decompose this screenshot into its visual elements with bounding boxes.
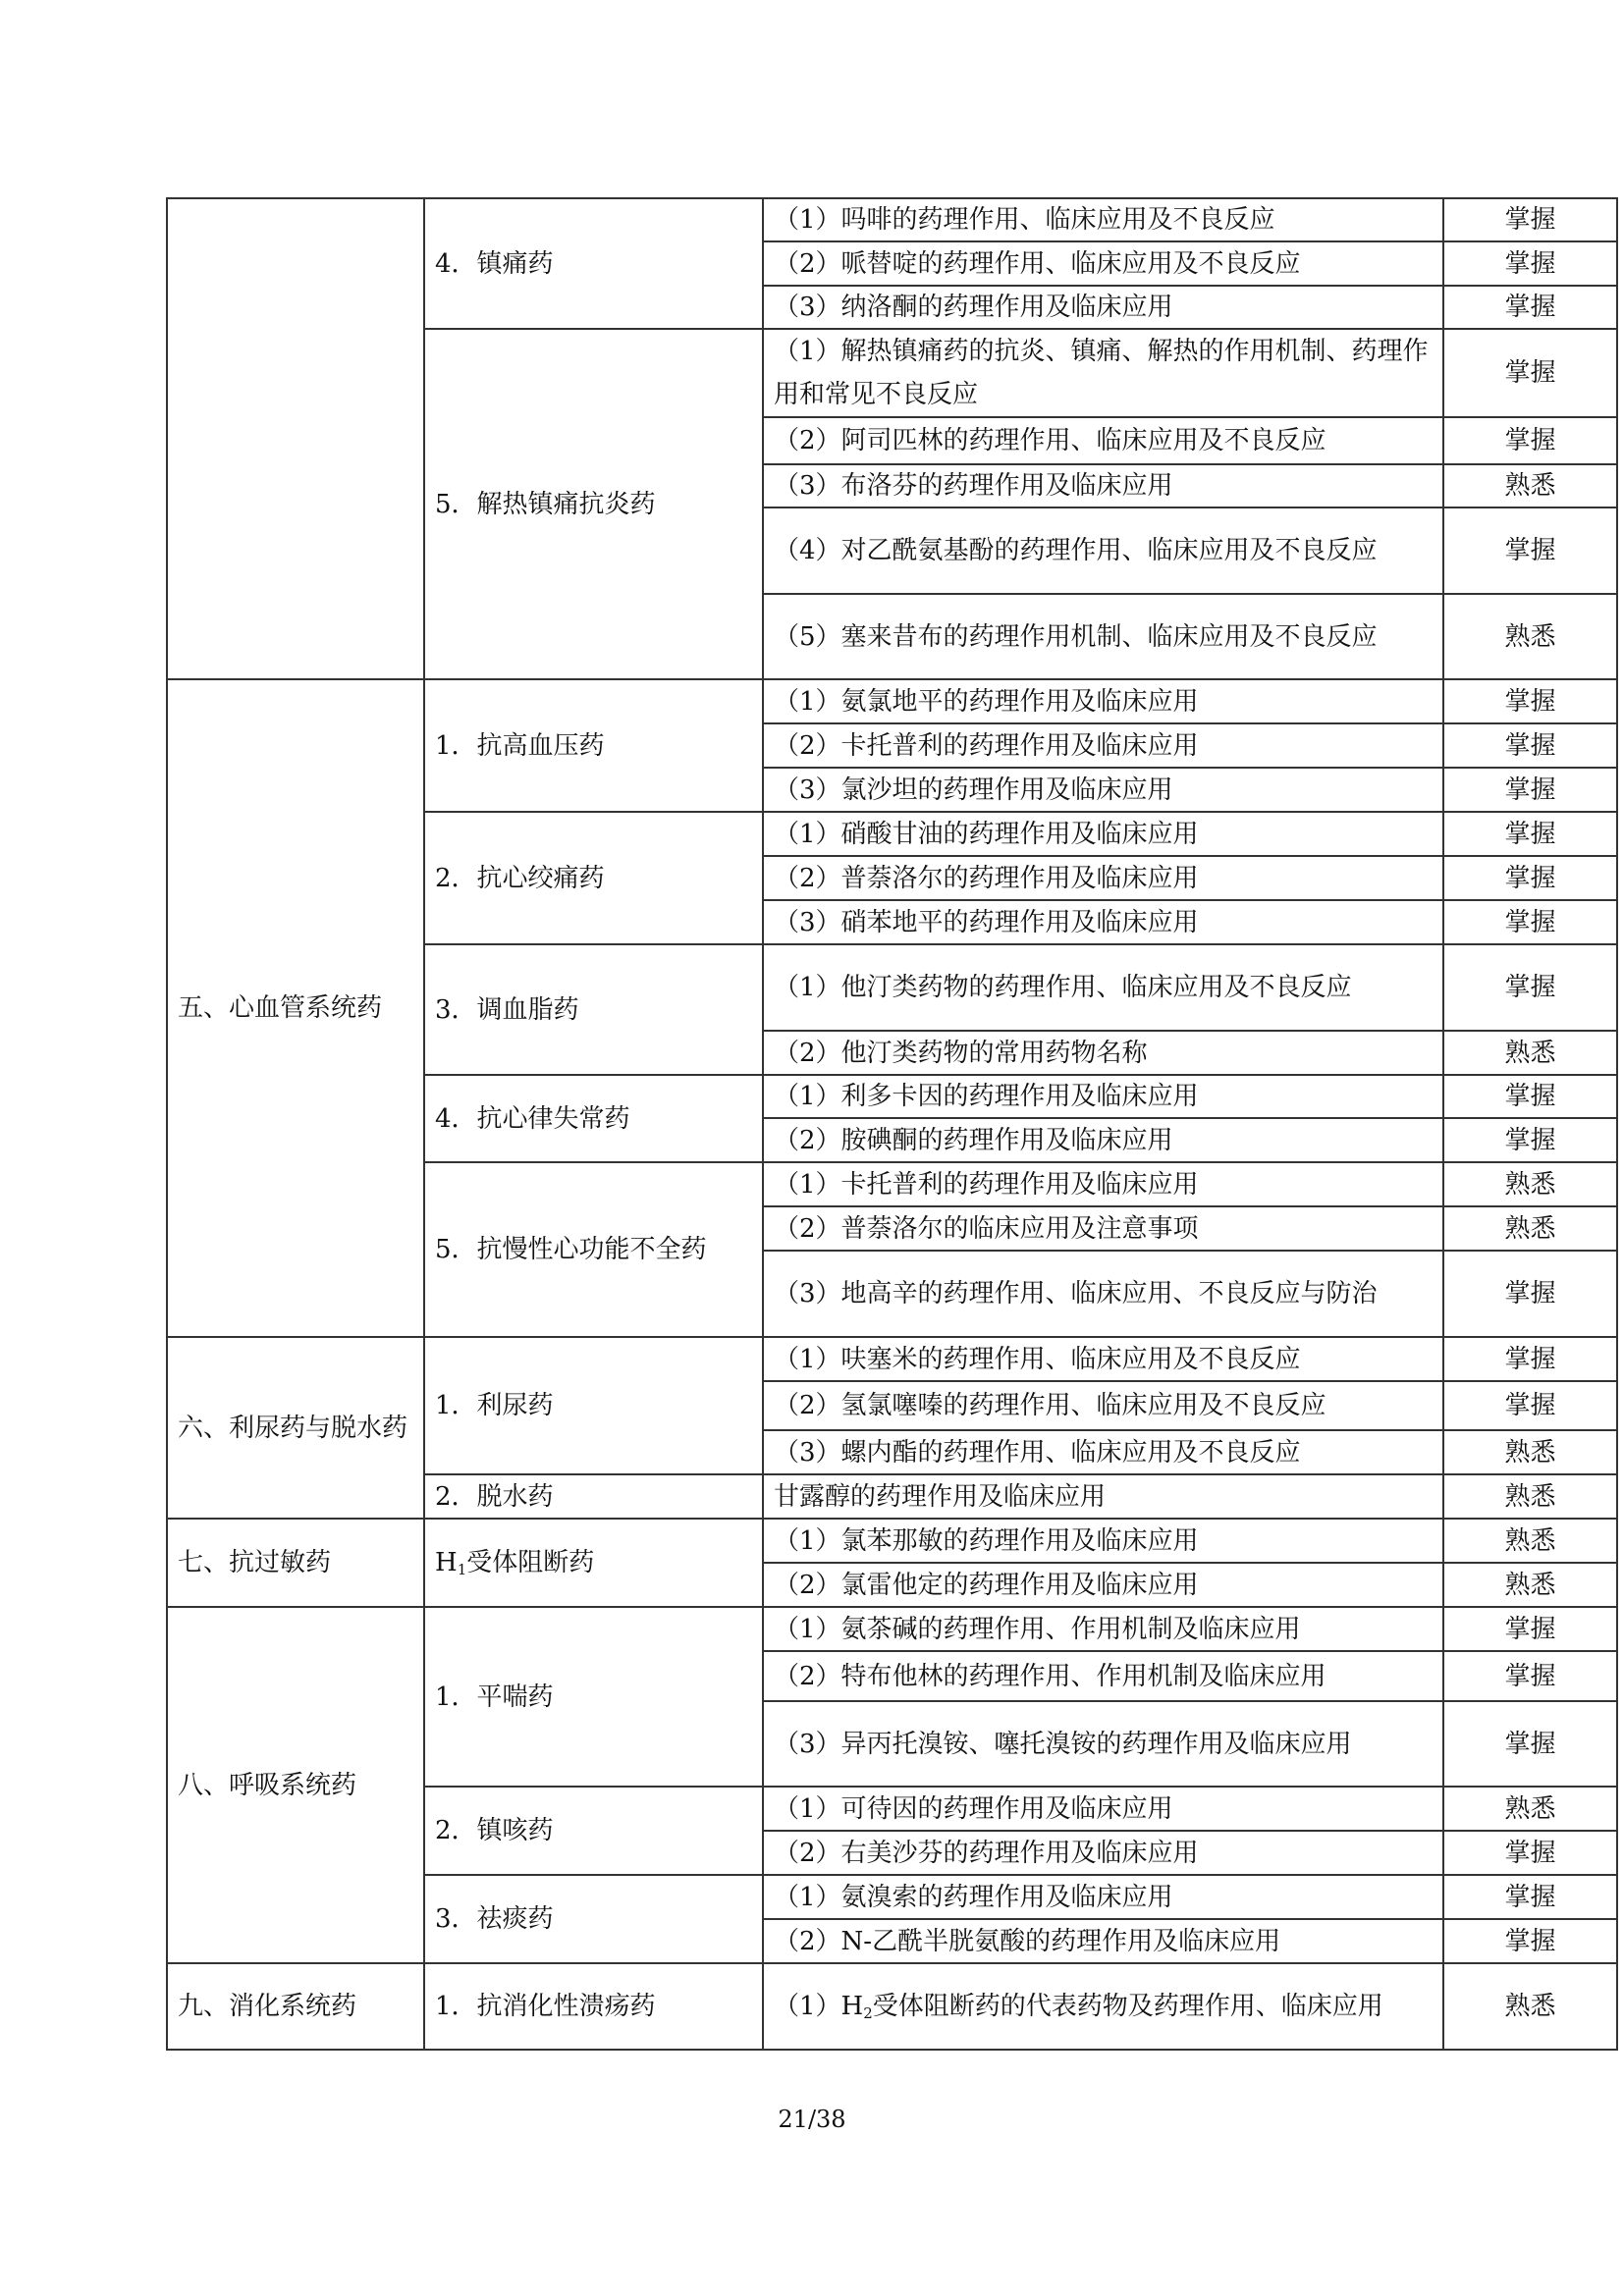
subcategory-cell	[424, 1519, 763, 1607]
content-cell: （2）卡托普利的药理作用及临床应用	[763, 723, 1443, 768]
requirement-cell: 掌握	[1443, 329, 1617, 417]
content-cell: （1）吗啡的药理作用、临床应用及不良反应	[763, 198, 1443, 241]
requirement-cell: 掌握	[1443, 1831, 1617, 1875]
subscript: 2	[863, 2004, 873, 2022]
table-row	[167, 679, 1617, 723]
requirement-cell: 掌握	[1443, 1651, 1617, 1701]
content-cell: （1）解热镇痛药的抗炎、镇痛、解热的作用机制、药理作用和常见不良反应	[763, 329, 1443, 417]
requirement-cell: 掌握	[1443, 679, 1617, 723]
requirement-cell: 掌握	[1443, 1337, 1617, 1381]
content-cell: （2）N-乙酰半胱氨酸的药理作用及临床应用	[763, 1919, 1443, 1963]
requirement-cell: 掌握	[1443, 1381, 1617, 1430]
content-cell: （4）对乙酰氨基酚的药理作用、临床应用及不良反应	[763, 507, 1443, 594]
requirement-cell: 掌握	[1443, 1875, 1617, 1919]
content-cell: （1）氨茶碱的药理作用、作用机制及临床应用	[763, 1607, 1443, 1651]
table-row	[167, 1337, 1617, 1381]
content-prefix: （1）H	[774, 1992, 864, 2021]
requirement-cell: 掌握	[1443, 507, 1617, 594]
subcategory-cell: 4．抗心律失常药	[424, 1075, 763, 1162]
content-cell: （2）氢氯噻嗪的药理作用、临床应用及不良反应	[763, 1381, 1443, 1430]
requirement-cell: 熟悉	[1443, 464, 1617, 507]
requirement-cell: 熟悉	[1443, 1162, 1617, 1206]
requirement-cell: 掌握	[1443, 1118, 1617, 1162]
content-cell: （3）氯沙坦的药理作用及临床应用	[763, 768, 1443, 812]
category-cell: 五、心血管系统药	[167, 679, 424, 1337]
table-row	[167, 1963, 1617, 2050]
subcategory-cell: 3．祛痰药	[424, 1875, 763, 1963]
requirement-cell: 掌握	[1443, 1701, 1617, 1787]
requirement-cell: 掌握	[1443, 768, 1617, 812]
requirement-cell: 熟悉	[1443, 1474, 1617, 1519]
content-cell: （3）硝苯地平的药理作用及临床应用	[763, 900, 1443, 944]
content-cell: （1）氨氯地平的药理作用及临床应用	[763, 679, 1443, 723]
content-cell: （1）卡托普利的药理作用及临床应用	[763, 1162, 1443, 1206]
requirement-cell: 掌握	[1443, 1075, 1617, 1118]
subscript: 1	[457, 1561, 467, 1578]
requirement-cell: 掌握	[1443, 1919, 1617, 1963]
content-cell: （3）地高辛的药理作用、临床应用、不良反应与防治	[763, 1251, 1443, 1337]
content-cell: （2）特布他林的药理作用、作用机制及临床应用	[763, 1651, 1443, 1701]
subcategory-cell: 5．解热镇痛抗炎药	[424, 329, 763, 679]
content-cell: （3）异丙托溴铵、噻托溴铵的药理作用及临床应用	[763, 1701, 1443, 1787]
category-cell	[167, 198, 424, 679]
requirement-cell: 掌握	[1443, 286, 1617, 329]
content-cell: （2）胺碘酮的药理作用及临床应用	[763, 1118, 1443, 1162]
content-text: 受体阻断药的代表药物及药理作用、临床应用	[872, 1992, 1383, 2021]
content-cell: （3）纳洛酮的药理作用及临床应用	[763, 286, 1443, 329]
subcategory-cell: 2．脱水药	[424, 1474, 763, 1519]
content-cell: （1）硝酸甘油的药理作用及临床应用	[763, 812, 1443, 856]
table-row	[167, 1519, 1617, 1563]
requirement-cell: 掌握	[1443, 900, 1617, 944]
subcategory-cell: 4．镇痛药	[424, 198, 763, 329]
requirement-cell: 掌握	[1443, 417, 1617, 464]
syllabus-table	[166, 197, 1618, 2051]
subcategory-cell: 3．调血脂药	[424, 944, 763, 1075]
requirement-cell: 熟悉	[1443, 1206, 1617, 1251]
requirement-cell: 熟悉	[1443, 1519, 1617, 1563]
table-row	[167, 1607, 1617, 1651]
content-cell: （1）氨溴索的药理作用及临床应用	[763, 1875, 1443, 1919]
content-cell: （1）利多卡因的药理作用及临床应用	[763, 1075, 1443, 1118]
table-row	[167, 198, 1617, 241]
requirement-cell: 熟悉	[1443, 594, 1617, 679]
content-cell: （2）他汀类药物的常用药物名称	[763, 1031, 1443, 1075]
page-number: 21/38	[778, 2106, 846, 2133]
requirement-cell: 熟悉	[1443, 1963, 1617, 2050]
requirement-cell: 熟悉	[1443, 1563, 1617, 1607]
content-cell: （1）他汀类药物的药理作用、临床应用及不良反应	[763, 944, 1443, 1031]
content-cell: （2）普萘洛尔的临床应用及注意事项	[763, 1206, 1443, 1251]
content-cell: （2）氯雷他定的药理作用及临床应用	[763, 1563, 1443, 1607]
content-cell: （2）阿司匹林的药理作用、临床应用及不良反应	[763, 417, 1443, 464]
requirement-cell: 掌握	[1443, 944, 1617, 1031]
requirement-cell: 掌握	[1443, 856, 1617, 900]
requirement-cell: 掌握	[1443, 1607, 1617, 1651]
category-cell: 六、利尿药与脱水药	[167, 1337, 424, 1519]
requirement-cell: 掌握	[1443, 198, 1617, 241]
category-cell: 九、消化系统药	[167, 1963, 424, 2050]
content-cell: （2）普萘洛尔的药理作用及临床应用	[763, 856, 1443, 900]
requirement-cell: 熟悉	[1443, 1031, 1617, 1075]
content-cell	[763, 1963, 1443, 2050]
content-cell: （2）右美沙芬的药理作用及临床应用	[763, 1831, 1443, 1875]
content-cell: （2）哌替啶的药理作用、临床应用及不良反应	[763, 241, 1443, 286]
content-cell: （5）塞来昔布的药理作用机制、临床应用及不良反应	[763, 594, 1443, 679]
requirement-cell: 熟悉	[1443, 1787, 1617, 1831]
requirement-cell: 熟悉	[1443, 1430, 1617, 1474]
subcategory-cell: 1．抗高血压药	[424, 679, 763, 812]
category-cell: 七、抗过敏药	[167, 1519, 424, 1607]
content-cell: （1）呋塞米的药理作用、临床应用及不良反应	[763, 1337, 1443, 1381]
category-cell: 八、呼吸系统药	[167, 1607, 424, 1963]
content-cell: （1）氯苯那敏的药理作用及临床应用	[763, 1519, 1443, 1563]
subcategory-cell: 1．抗消化性溃疡药	[424, 1963, 763, 2050]
content-cell: （3）布洛芬的药理作用及临床应用	[763, 464, 1443, 507]
requirement-cell: 掌握	[1443, 241, 1617, 286]
subcategory-cell: 2．抗心绞痛药	[424, 812, 763, 944]
subcategory-label: 受体阻断药	[466, 1548, 595, 1577]
subcategory-cell: 5．抗慢性心功能不全药	[424, 1162, 763, 1337]
requirement-cell: 掌握	[1443, 1251, 1617, 1337]
subcategory-cell: 2．镇咳药	[424, 1787, 763, 1875]
content-cell: 甘露醇的药理作用及临床应用	[763, 1474, 1443, 1519]
subcategory-cell: 1．利尿药	[424, 1337, 763, 1474]
requirement-cell: 掌握	[1443, 723, 1617, 768]
content-cell: （3）螺内酯的药理作用、临床应用及不良反应	[763, 1430, 1443, 1474]
content-cell: （1）可待因的药理作用及临床应用	[763, 1787, 1443, 1831]
subcategory-prefix: H	[435, 1548, 458, 1577]
requirement-cell: 掌握	[1443, 812, 1617, 856]
subcategory-cell: 1．平喘药	[424, 1607, 763, 1787]
